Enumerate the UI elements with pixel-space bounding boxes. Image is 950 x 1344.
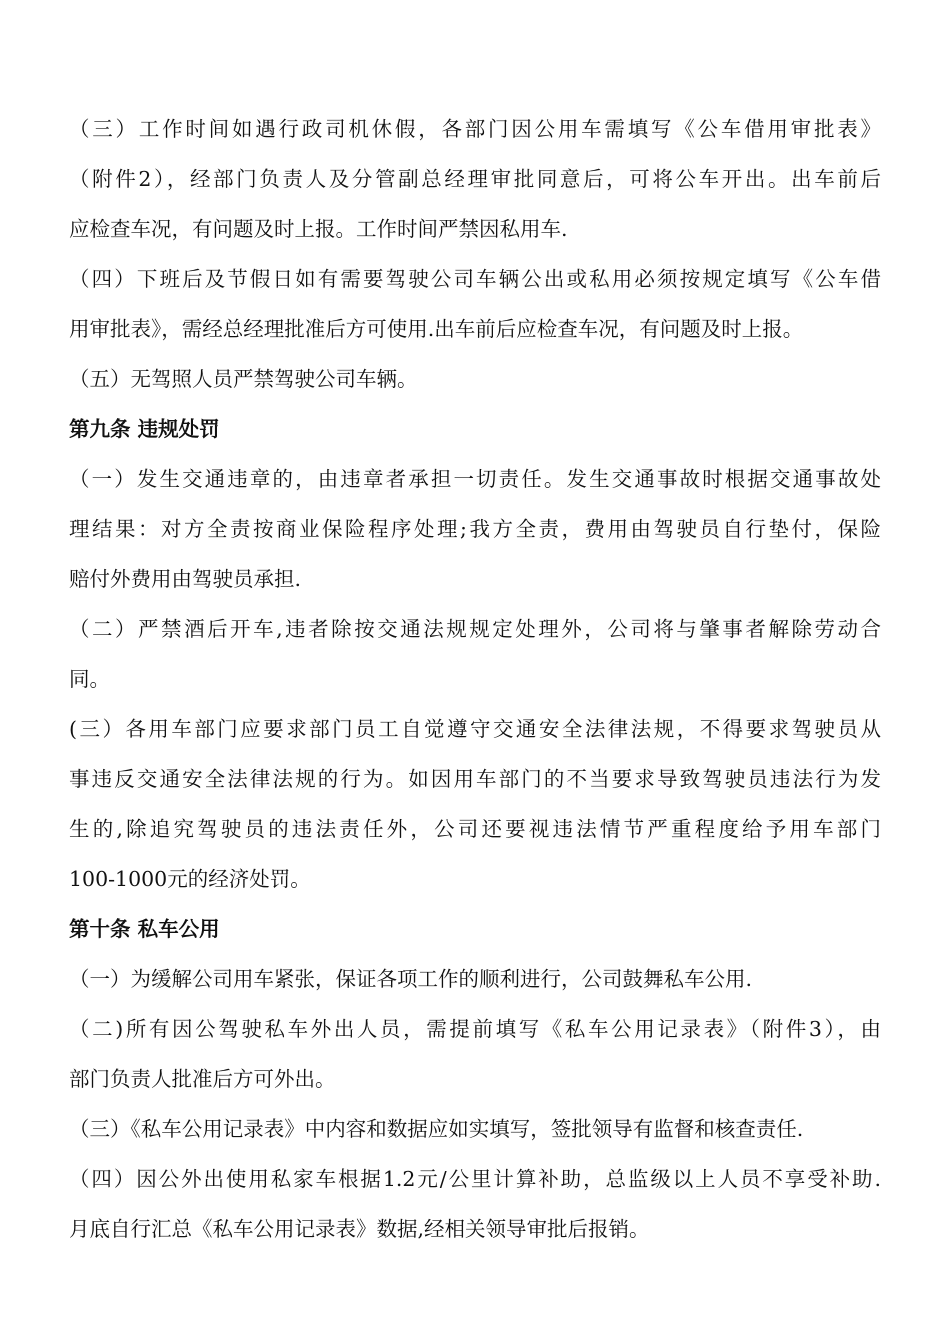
clause-8-item-3 <box>69 104 881 254</box>
clause-10-item-1 <box>69 954 881 1004</box>
paragraph-line: 事违反交通安全法律法规的行为。如因用车部门的不当要求导致驾驶员违法行为发 <box>69 767 881 791</box>
clause-8-item-4 <box>69 254 881 354</box>
paragraph-line: （三）工作时间如遇行政司机休假，各部门因公用车需填写《公车借用审批表》 <box>69 117 881 141</box>
paragraph-line: （四）下班后及节假日如有需要驾驶公司车辆公出或私用必须按规定填写《公车借 <box>69 267 881 291</box>
paragraph-line: 赔付外费用由驾驶员承担. <box>69 567 302 591</box>
paragraph-line: （附件2），经部门负责人及分管副总经理审批同意后，可将公车开出。出车前后 <box>69 167 881 191</box>
paragraph-line: 部门负责人批准后方可外出。 <box>69 1067 336 1091</box>
clause-9-item-3 <box>69 704 881 904</box>
paragraph-line: (三）各用车部门应要求部门员工自觉遵守交通安全法律法规，不得要求驾驶员从 <box>69 717 881 741</box>
paragraph-line: 应检查车况，有问题及时上报。工作时间严禁因私用车. <box>69 217 568 241</box>
paragraph-line: 理结果：对方全责按商业保险程序处理;我方全责，费用由驾驶员自行垫付，保险 <box>69 517 881 541</box>
paragraph-line: （一）为缓解公司用车紧张，保证各项工作的顺利进行，公司鼓舞私车公用. <box>69 967 753 991</box>
paragraph-line: （二)所有因公驾驶私车外出人员，需提前填写《私车公用记录表》（附件3），由 <box>69 1017 881 1041</box>
clause-10-item-4 <box>69 1154 881 1254</box>
paragraph-line: （五）无驾照人员严禁驾驶公司车辆。 <box>69 367 418 391</box>
paragraph-line: 用审批表》，需经总经理批准后方可使用.出车前后应检查车况，有问题及时上报。 <box>69 317 804 341</box>
clause-10-item-2 <box>69 1004 881 1104</box>
clause-8-item-5 <box>69 354 881 404</box>
paragraph-line: 月底自行汇总《私车公用记录表》数据,经相关领导审批后报销。 <box>69 1217 650 1241</box>
document-body <box>69 104 881 1254</box>
paragraph-line: （一）发生交通违章的，由违章者承担一切责任。发生交通事故时根据交通事故处 <box>69 467 881 491</box>
paragraph-line: （四）因公外出使用私家车根据1.2元/公里计算补助，总监级以上人员不享受补助. <box>69 1167 881 1191</box>
clause-9-heading: 第九条 违规处罚 <box>69 417 220 441</box>
clause-9-item-1 <box>69 454 881 604</box>
paragraph-line: 同。 <box>69 667 110 691</box>
paragraph-line: 生的,除追究驾驶员的违法责任外，公司还要视违法情节严重程度给予用车部门 <box>69 817 881 841</box>
clause-10-item-3 <box>69 1104 881 1154</box>
clause-9-item-2 <box>69 604 881 704</box>
paragraph-line: 100-1000元的经济处罚。 <box>69 867 311 891</box>
paragraph-line: （三）《私车公用记录表》中内容和数据应如实填写，签批领导有监督和核查责任. <box>69 1117 804 1141</box>
clause-10-heading: 第十条 私车公用 <box>69 917 220 941</box>
paragraph-line: （二）严禁酒后开车,违者除按交通法规规定处理外，公司将与肇事者解除劳动合 <box>69 617 881 641</box>
